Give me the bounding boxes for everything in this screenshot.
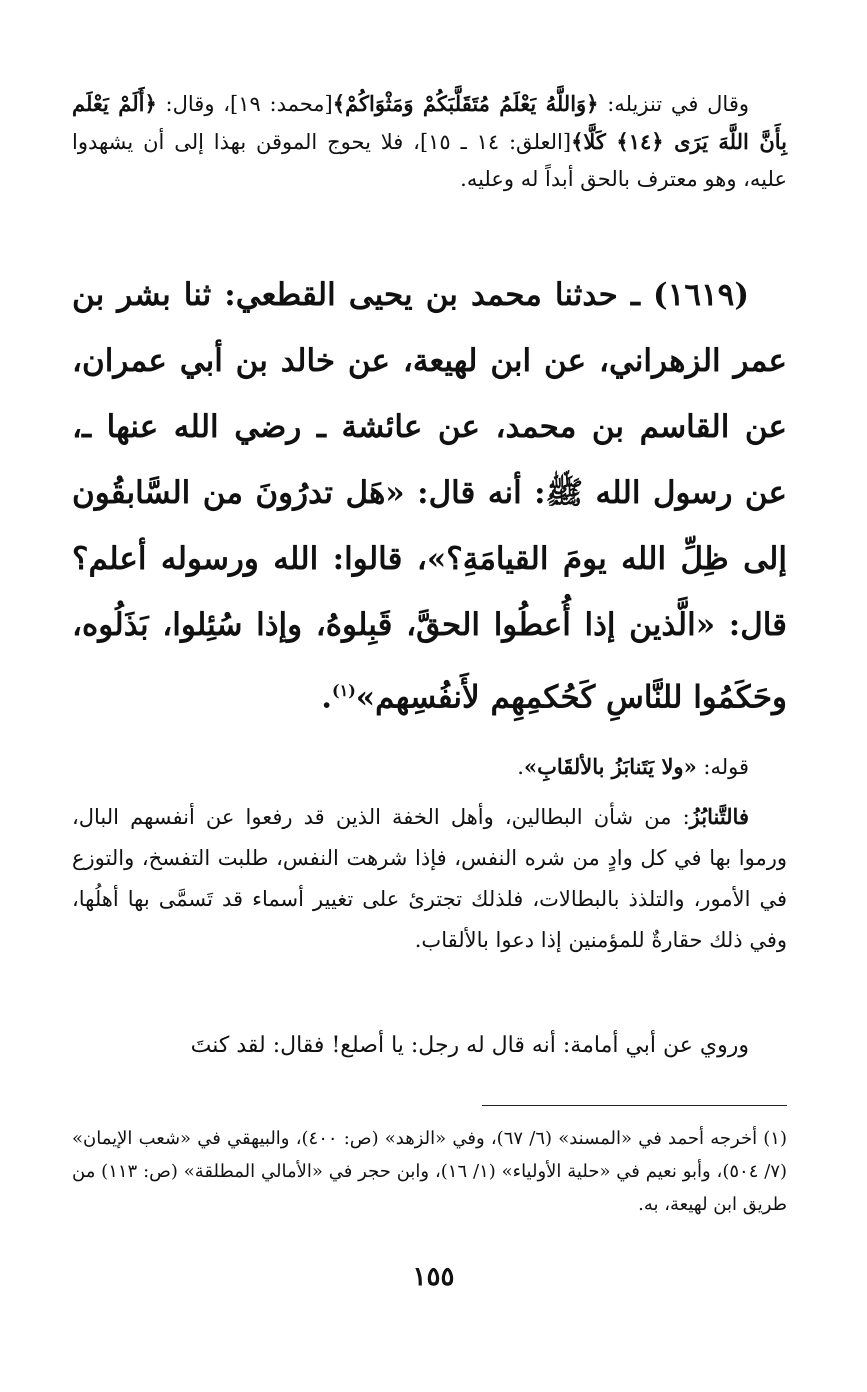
footnotes: [72, 1122, 787, 1221]
narration-paragraph: [72, 1027, 787, 1064]
qawluhu-paragraph: [72, 748, 787, 786]
hadith-end: .: [321, 679, 333, 716]
intro-text-1: وقال في تنزيله:: [598, 92, 750, 116]
intro-text-2: [العلق: ١٤ ـ ١٥]، فلا يحوج الموقن بهذا إلى أن يشهدوا عليه، وهو معترف بالحق أبداً له وعليه.: [72, 130, 787, 191]
hadith-paragraph: [72, 262, 787, 730]
hadith-matn-answer: «الَّذين إذا أُعطُوا الحقَّ، قَبِلوهُ، وإذا سُئِلوا، بَذَلُوه، وحَكَمُوا للنَّاسِ كَحُكمِهِم لأَنفُسِهم»: [72, 607, 787, 716]
quran-verse-1: ﴿وَاللَّهُ يَعْلَمُ مُتَقَلَّبَكُمْ وَمَثْوَاكُمْ﴾: [332, 91, 599, 116]
footnote-divider: [482, 1105, 787, 1106]
narration-text: وروي عن أبي أمامة: أنه قال له رجل: يا أصلع! فقال: لقد كنتَ: [190, 1033, 749, 1058]
qawluhu-end: .: [517, 755, 524, 779]
explanation-term: فالتَّنابُزُ: [689, 804, 749, 829]
hadith-middle: ، قالوا: الله ورسوله أعلم؟ قال:: [72, 541, 787, 643]
footnote-reference: (١): [332, 681, 356, 700]
explanation-paragraph: [72, 796, 787, 961]
hadith-isnad: ـ حدثنا محمد بن يحيى القطعي: ثنا بشر بن عمر الزهراني، عن ابن لهيعة، عن خالد بن أبي عمران، عن القاسم بن محمد، عن عائشة ـ رضي الله عنها ـ، عن رسول الله ﷺ: أنه قال:: [72, 277, 787, 511]
qawluhu-lead: قوله:: [696, 755, 749, 779]
footnote-1: (١) أخرجه أحمد في «المسند» (٦/ ٦٧)، وفي «الزهد» (ص: ٤٠٠)، والبيهقي في «شعب الإيمان» (٧/ ٥٠٤)، وأبو نعيم في «حلية الأولياء» (١/ ١٦)، وابن حجر في «الأمالي المطلقة» (ص: ١١٣) من طريق ابن لهيعة، به.: [72, 1128, 788, 1215]
hadith-matn-question: «هَل تدرُونَ من السَّابقُون إلى ظِلِّ الله يومَ القيامَةِ؟»: [72, 475, 787, 577]
explanation-text: : من شأن البطالين، وأهل الخفة الذين قد رفعوا عن أنفسهم البال، ورموا بها في كل وادٍ من شره النفس، فإذا شرهت النفس، طلبت التفسخ، والتوزع في الأمور، والتلذذ بالبطالات، فلذلك تجترئ على تغيير أسماء قد تَسمَّى بها أهلُها، وفي ذلك حقارةٌ للمؤمنين إذا دعوا بالألقاب.: [72, 805, 787, 952]
page-number: ١٥٥: [412, 1262, 455, 1292]
qawluhu-phrase: «ولا يَتَنابَزُ بالألقَابِ»: [523, 754, 697, 779]
intro-paragraph: [72, 85, 787, 198]
quran-reference-1: [محمد: ١٩]، وقال:: [156, 92, 333, 116]
quran-verse-2: ﴿أَلَمْ يَعْلَم بِأَنَّ اللَّهَ يَرَى ﴿١٤﴾ كَلَّا﴾: [72, 91, 788, 154]
hadith-number: (١٦١٩): [653, 277, 749, 313]
